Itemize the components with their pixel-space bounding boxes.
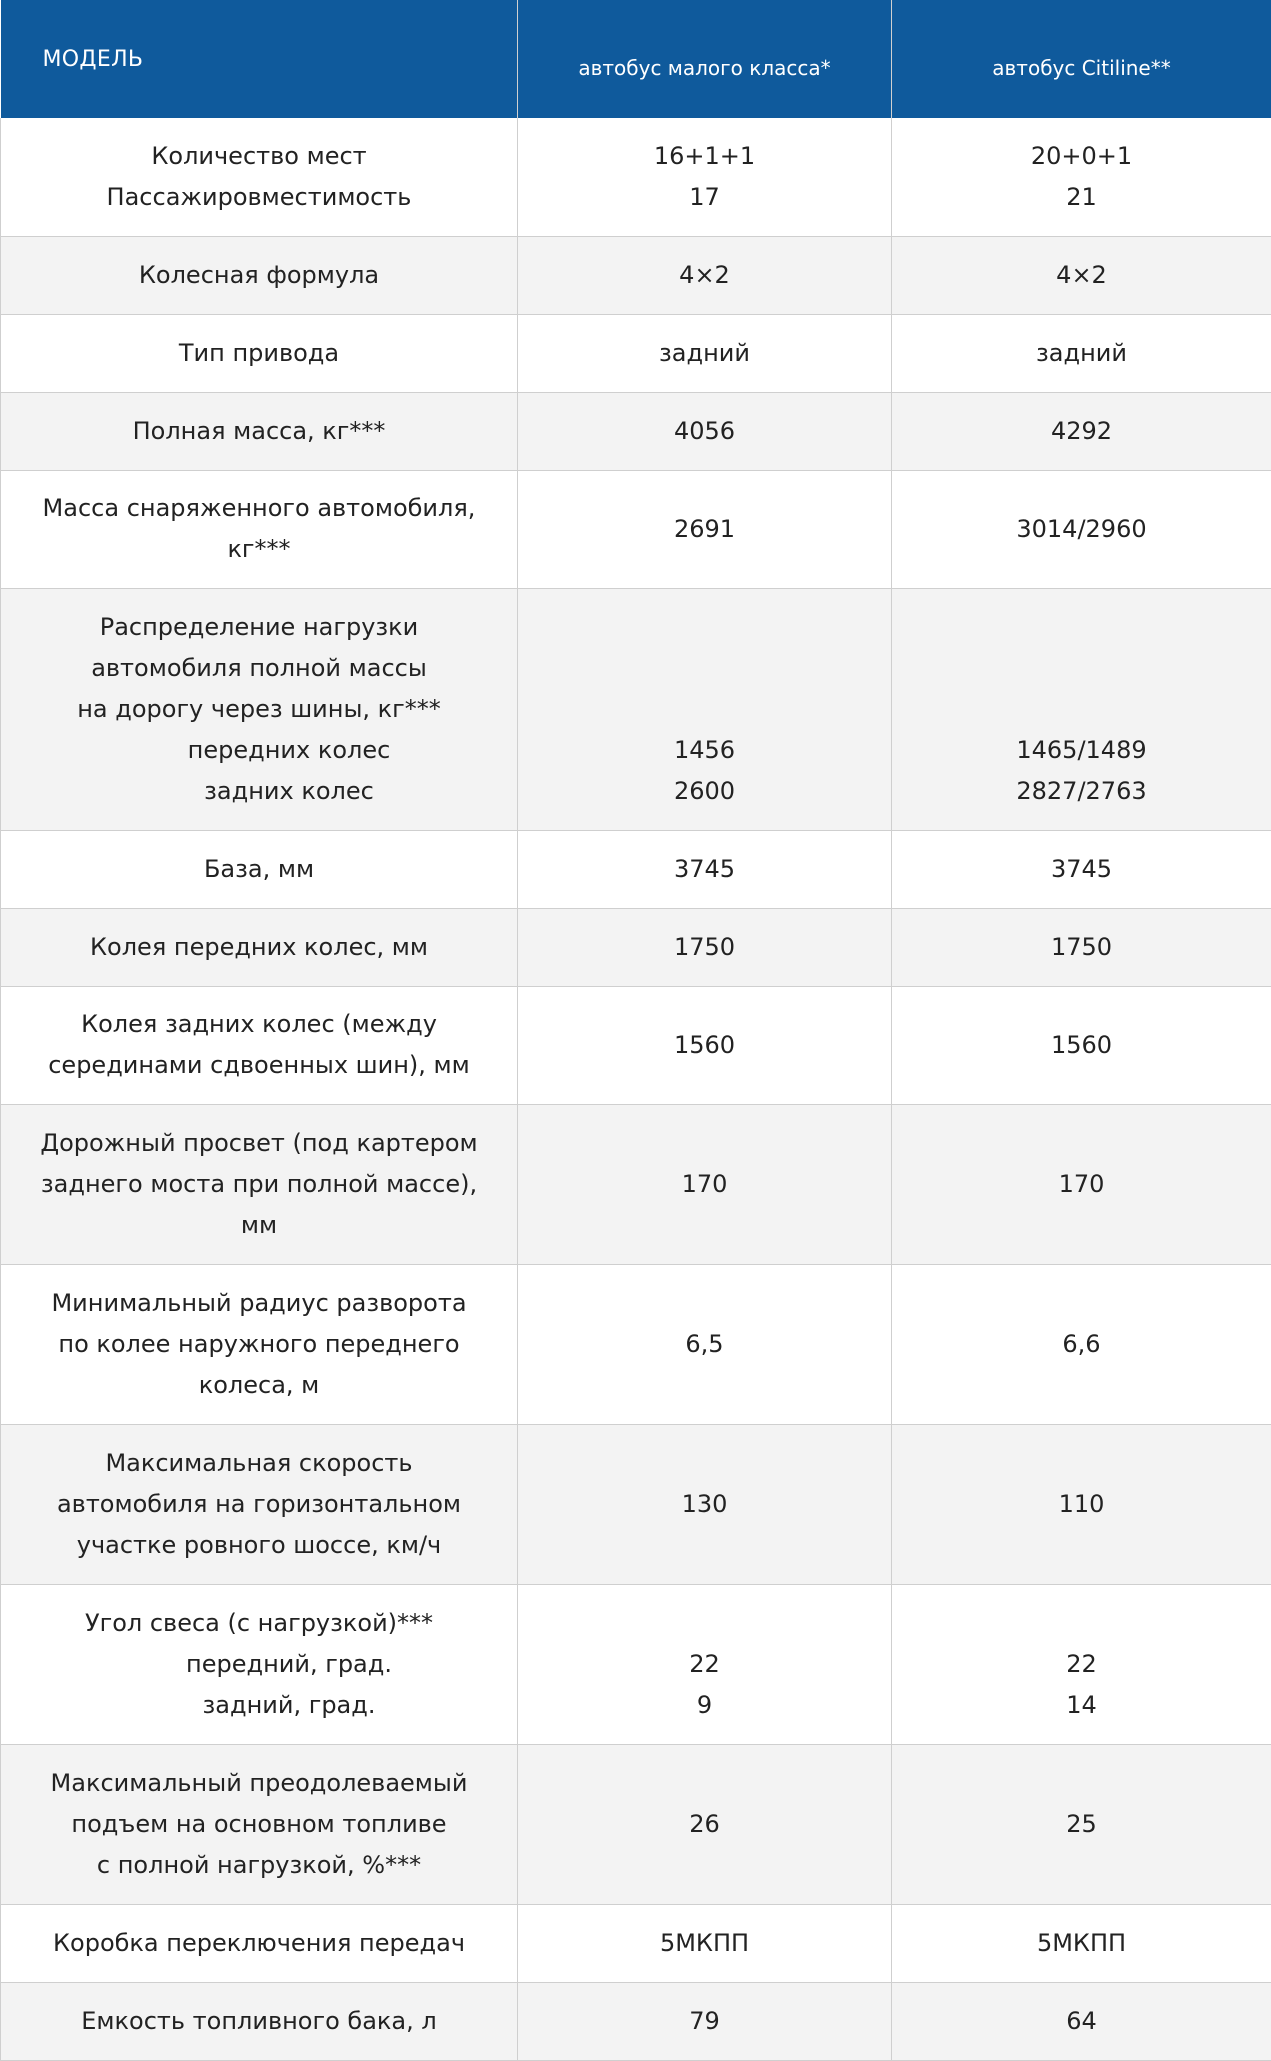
table-row	[1, 908, 1271, 986]
row-label-line: передний, град.	[13, 1644, 505, 1685]
table-row	[1, 1904, 1271, 1982]
table-row	[1, 1982, 1271, 2060]
row-label-line: Распределение нагрузки	[13, 607, 505, 648]
value-small-bus	[518, 392, 892, 470]
row-label-line: серединами сдвоенных шин), мм	[13, 1045, 505, 1086]
value-citiline-bus	[892, 1424, 1271, 1584]
table-header	[1, 0, 1271, 118]
value-citiline-bus	[892, 986, 1271, 1104]
value-citiline-bus-line: 6,6	[904, 1324, 1259, 1365]
value-small-bus-line: 2600	[530, 771, 879, 812]
row-label-line: Колея задних колес (между	[13, 1004, 505, 1045]
value-small-bus	[518, 1904, 892, 1982]
row-label	[1, 392, 518, 470]
row-label-line: мм	[13, 1205, 505, 1246]
value-citiline-bus	[892, 314, 1271, 392]
value-small-bus-line: 22	[530, 1644, 879, 1685]
value-small-bus	[518, 470, 892, 588]
row-label	[1, 314, 518, 392]
value-small-bus	[518, 1104, 892, 1264]
row-label-line: подъем на основном топливе	[13, 1804, 505, 1845]
value-citiline-bus	[892, 118, 1271, 236]
value-citiline-bus-line: 1560	[904, 1025, 1259, 1066]
table-row	[1, 1744, 1271, 1904]
value-small-bus-line: 1560	[530, 1025, 879, 1066]
value-small-bus	[518, 314, 892, 392]
table-row	[1, 986, 1271, 1104]
row-label-line: кг***	[13, 529, 505, 570]
table-row	[1, 1104, 1271, 1264]
row-label-line: задних колес	[13, 771, 505, 812]
header-row	[1, 0, 1271, 118]
row-label-line: Полная масса, кг***	[13, 411, 505, 452]
row-label-line: участке ровного шоссе, км/ч	[13, 1525, 505, 1566]
value-small-bus-line: задний	[530, 333, 879, 374]
row-label-line: колеса, м	[13, 1365, 505, 1406]
row-label-line: Масса снаряженного автомобиля,	[13, 488, 505, 529]
row-label-line: База, мм	[13, 849, 505, 890]
value-citiline-bus	[892, 830, 1271, 908]
table-row	[1, 1584, 1271, 1744]
row-label-line: с полной нагрузкой, %***	[13, 1845, 505, 1886]
value-citiline-bus-line: 14	[904, 1685, 1259, 1726]
value-citiline-bus	[892, 236, 1271, 314]
value-small-bus-line: 4056	[530, 411, 879, 452]
value-citiline-bus	[892, 1744, 1271, 1904]
row-label	[1, 1982, 518, 2060]
header-model: МОДЕЛЬ	[1, 0, 518, 118]
value-small-bus-line: 130	[530, 1484, 879, 1525]
value-citiline-bus-line: 2827/2763	[904, 771, 1259, 812]
value-small-bus	[518, 908, 892, 986]
value-small-bus-line: 3745	[530, 849, 879, 890]
row-label-line: Угол свеса (с нагрузкой)***	[13, 1603, 505, 1644]
table-row	[1, 470, 1271, 588]
table-row	[1, 236, 1271, 314]
value-small-bus	[518, 1424, 892, 1584]
value-small-bus-line: 1750	[530, 927, 879, 968]
value-small-bus	[518, 1982, 892, 2060]
value-small-bus-line: 26	[530, 1804, 879, 1845]
value-small-bus-line: 9	[530, 1685, 879, 1726]
row-label-line: Колея передних колес, мм	[13, 927, 505, 968]
row-label-line: Количество мест	[13, 136, 505, 177]
table-body	[1, 118, 1271, 2060]
value-small-bus	[518, 118, 892, 236]
value-small-bus-line: 6,5	[530, 1324, 879, 1365]
value-citiline-bus	[892, 1982, 1271, 2060]
value-citiline-bus-line: 64	[904, 2001, 1259, 2042]
value-small-bus-line: 79	[530, 2001, 879, 2042]
value-small-bus	[518, 1744, 892, 1904]
value-citiline-bus-line: 3014/2960	[904, 509, 1259, 550]
row-label-line: Колесная формула	[13, 255, 505, 296]
value-small-bus-line: 5МКПП	[530, 1923, 879, 1964]
value-small-bus	[518, 236, 892, 314]
value-small-bus-line: 170	[530, 1164, 879, 1205]
row-label	[1, 588, 518, 830]
value-citiline-bus-line: 21	[904, 177, 1259, 218]
row-label-line: передних колес	[13, 730, 505, 771]
row-label-line: Пассажировместимость	[13, 177, 505, 218]
value-citiline-bus	[892, 470, 1271, 588]
row-label-line: Емкость топливного бака, л	[13, 2001, 505, 2042]
row-label-line: Минимальный радиус разворота	[13, 1283, 505, 1324]
value-citiline-bus-line: 4292	[904, 411, 1259, 452]
value-small-bus-line: 2691	[530, 509, 879, 550]
value-small-bus	[518, 1264, 892, 1424]
value-citiline-bus	[892, 1584, 1271, 1744]
row-label	[1, 830, 518, 908]
row-label	[1, 1424, 518, 1584]
row-label	[1, 1264, 518, 1424]
value-citiline-bus-line: 4×2	[904, 255, 1259, 296]
row-label-line: Коробка переключения передач	[13, 1923, 505, 1964]
value-small-bus-line: 1456	[530, 730, 879, 771]
value-citiline-bus	[892, 1904, 1271, 1982]
table-row	[1, 830, 1271, 908]
value-small-bus	[518, 1584, 892, 1744]
table-row	[1, 392, 1271, 470]
row-label-line: по колее наружного переднего	[13, 1324, 505, 1365]
value-citiline-bus-line: 170	[904, 1164, 1259, 1205]
value-citiline-bus-line: 110	[904, 1484, 1259, 1525]
row-label-line: Максимальный преодолеваемый	[13, 1763, 505, 1804]
header-citiline-bus: автобус Citiline**	[892, 0, 1271, 118]
row-label-line: Тип привода	[13, 333, 505, 374]
value-citiline-bus-line: 1465/1489	[904, 730, 1259, 771]
row-label-line: задний, град.	[13, 1685, 505, 1726]
row-label-line: на дорогу через шины, кг***	[13, 689, 505, 730]
row-label	[1, 908, 518, 986]
row-label	[1, 1744, 518, 1904]
value-citiline-bus-line: 20+0+1	[904, 136, 1259, 177]
value-citiline-bus	[892, 1264, 1271, 1424]
table-row	[1, 1424, 1271, 1584]
row-label-line: Дорожный просвет (под картером	[13, 1123, 505, 1164]
value-citiline-bus	[892, 392, 1271, 470]
row-label	[1, 986, 518, 1104]
value-small-bus	[518, 830, 892, 908]
value-citiline-bus	[892, 1104, 1271, 1264]
table-row	[1, 118, 1271, 236]
value-citiline-bus-line: 22	[904, 1644, 1259, 1685]
value-small-bus-line: 4×2	[530, 255, 879, 296]
value-citiline-bus-line: 1750	[904, 927, 1259, 968]
value-small-bus	[518, 588, 892, 830]
table-row	[1, 1264, 1271, 1424]
value-citiline-bus-line: задний	[904, 333, 1259, 374]
row-label	[1, 1904, 518, 1982]
row-label	[1, 1104, 518, 1264]
value-small-bus	[518, 986, 892, 1104]
value-citiline-bus-line: 25	[904, 1804, 1259, 1845]
row-label-line: Максимальная скорость	[13, 1443, 505, 1484]
value-citiline-bus-line: 3745	[904, 849, 1259, 890]
row-label	[1, 236, 518, 314]
table-row	[1, 588, 1271, 830]
value-citiline-bus	[892, 588, 1271, 830]
value-citiline-bus	[892, 908, 1271, 986]
row-label-line: заднего моста при полной массе),	[13, 1164, 505, 1205]
row-label	[1, 118, 518, 236]
value-small-bus-line: 17	[530, 177, 879, 218]
row-label	[1, 1584, 518, 1744]
value-small-bus-line: 16+1+1	[530, 136, 879, 177]
value-citiline-bus-line: 5МКПП	[904, 1923, 1259, 1964]
header-small-bus: автобус малого класса*	[518, 0, 892, 118]
row-label-line: автомобиля на горизонтальном	[13, 1484, 505, 1525]
table-row	[1, 314, 1271, 392]
row-label-line: автомобиля полной массы	[13, 648, 505, 689]
row-label	[1, 470, 518, 588]
